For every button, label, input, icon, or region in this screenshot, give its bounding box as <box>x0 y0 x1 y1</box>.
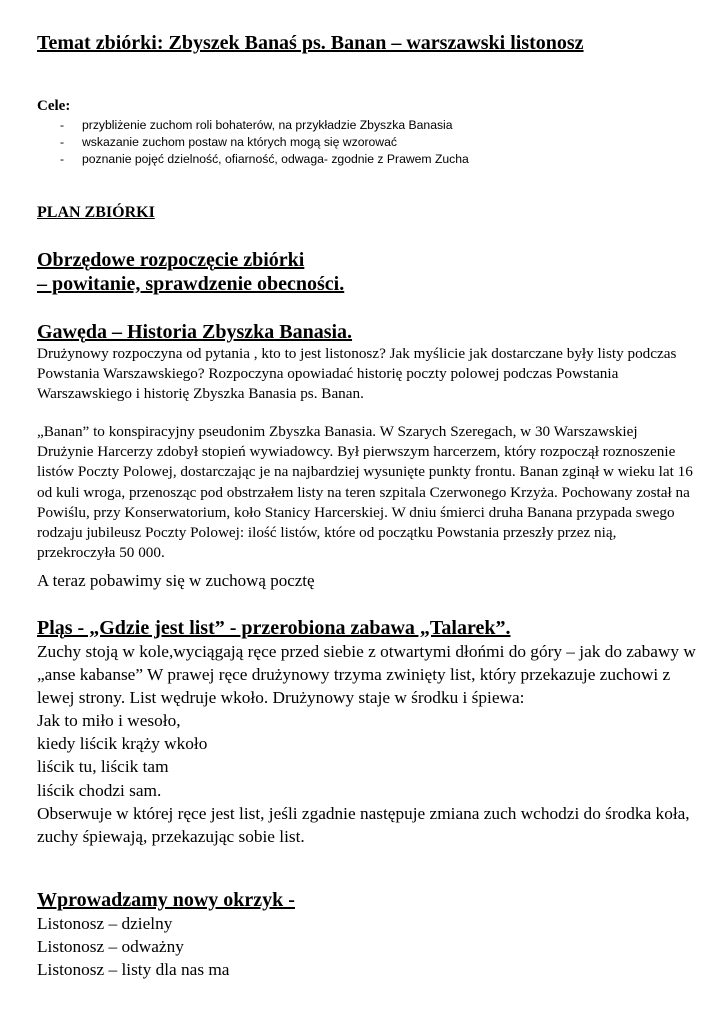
document-title: Temat zbiórki: Zbyszek Banaś ps. Banan – warszawski listonosz <box>37 32 584 54</box>
story-paragraph: „Banan” to konspiracyjny pseudonim Zbyszka Banasia. W Szarych Szeregach, w 30 Warszawskiej Drużynie Harcerzy zdobył stopień wywiadowcy. Był pierwszym harcerzem, który rozpoczął roznoszenie listów Poczty Polowej, dostarczając je na najbardziej wysunięte punkty frontu. Banan zginął w wieku lat 16 od kuli wroga, przenosząc pod obstrzałem listy na teren szpitala Czerwonego Krzyża. Pochowany został na Powiślu, przy Konserwatorium, koło Stanicy Harcerskiej. W dniu śmierci druha Banana przypada swego rodzaju jubileusz Poczty Polowej: ilość listów, które od początku Powstania przeszły przez nią, przekroczyła 50 000. <box>37 423 693 562</box>
section-game-title: Pląs - „Gdzie jest list” - przerobiona zabawa „Talarek”. <box>37 617 511 639</box>
section-cheer-title: Wprowadzamy nowy okrzyk - <box>37 889 295 911</box>
section-title-line: Obrzędowe rozpoczęcie zbiórki <box>37 249 305 271</box>
game-intro: Zuchy stoją w kole,wyciągają ręce przed siebie z otwartymi dłońmi do góry – jak do zabawy w „anse kabanse” W prawej ręce drużynowy trzyma zwinięty list, który przekazuje zuchowi z lewej strony. List wędruje wkoło. Drużynowy staje w środku i śpiewa: <box>37 642 696 708</box>
section-story-title: Gawęda – Historia Zbyszka Banasia. <box>37 321 353 343</box>
song-line: liścik tu, liścik tam <box>37 757 169 777</box>
plan-heading: PLAN ZBIÓRKI <box>37 204 155 221</box>
game-description <box>37 640 707 848</box>
song-line: liścik chodzi sam. <box>37 780 162 800</box>
cheer-line: Listonosz – odważny <box>37 937 184 956</box>
cheer-line: Listonosz – dzielny <box>37 914 173 933</box>
list-item: - poznanie pojęć dzielność, ofiarność, odwaga- zgodnie z Prawem Zucha <box>60 151 469 168</box>
song-line: kiedy liścik krąży wkoło <box>37 734 208 754</box>
section-title-line: – powitanie, sprawdzenie obecności. <box>37 273 345 295</box>
list-item: - wskazanie zuchom postaw na których mogą się wzorować <box>60 134 469 151</box>
goals-list <box>60 117 469 168</box>
goals-label: Cele: <box>37 98 71 114</box>
game-outro: Obserwuje w której ręce jest list, jeśli zgadnie następuje zmiana zuch wchodzi do środka koła, zuchy śpiewają, przekazując sobie list. <box>37 803 690 846</box>
cheer-lines <box>37 912 229 981</box>
cheer-line: Listonosz – listy dla nas ma <box>37 960 230 979</box>
story-closing-line: A teraz pobawimy się w zuchową pocztę <box>37 571 315 590</box>
story-paragraph: Drużynowy rozpoczyna od pytania , kto to jest listonosz? Jak myślicie jak dostarczane były listy podczas Powstania Warszawskiego? Rozpoczyna opowiadać historię poczty polowej podczas Powstania Warszawskiego i historię Zbyszka Banasia ps. Banan. <box>37 345 677 402</box>
song-line: Jak to miło i wesoło, <box>37 711 181 731</box>
section-opening-title <box>37 248 344 296</box>
list-item: - przybliżenie zuchom roli bohaterów, na przykładzie Zbyszka Banasia <box>60 117 469 134</box>
